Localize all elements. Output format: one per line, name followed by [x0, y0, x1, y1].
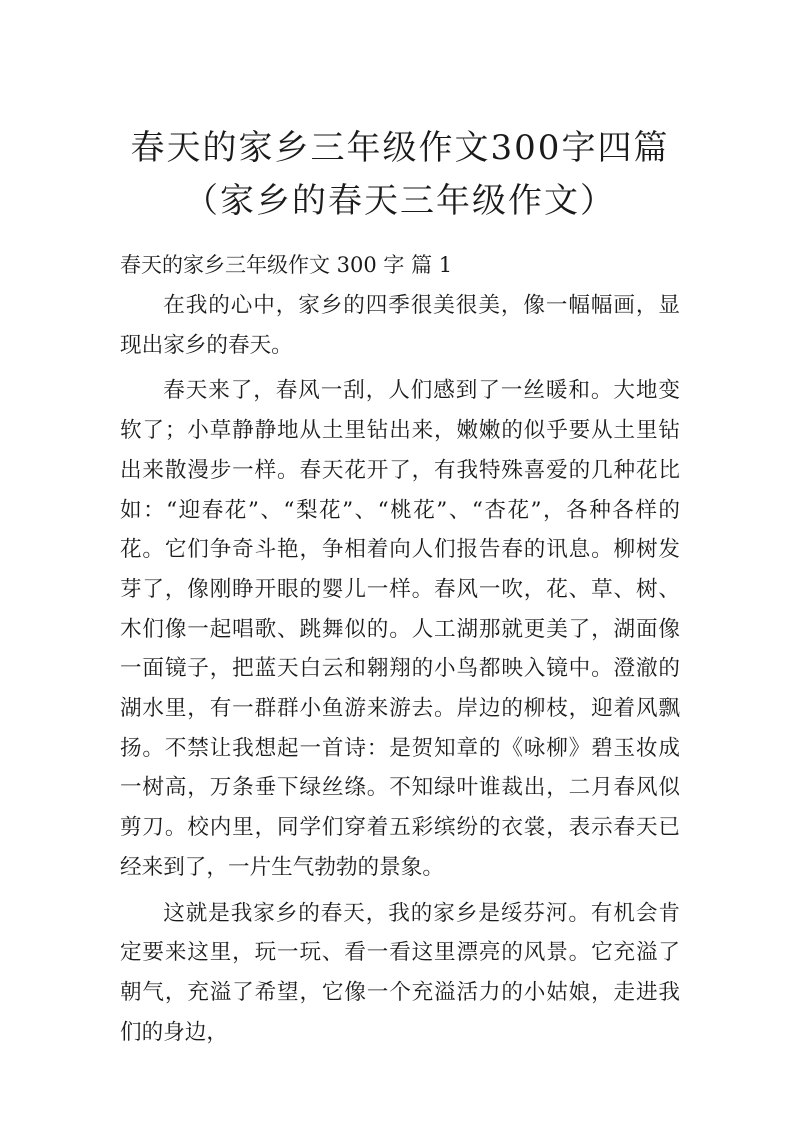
section-heading: 春天的家乡三年级作文 300 字 篇 1	[120, 253, 453, 277]
document-body	[120, 286, 680, 1058]
document-title: 春天的家乡三年级作文300字四篇（家乡的春天三年级作文）	[130, 128, 670, 221]
paragraph: 这就是我家乡的春天，我的家乡是绥芬河。有机会肯定要来这里，玩一玩、看一看这里漂亮的风景。它充溢了朝气，充溢了希望，它像一个充溢活力的小姑娘，走进我们的身边，	[120, 900, 680, 1045]
paragraph: 在我的心中，家乡的四季很美很美，像一幅幅画，显现出家乡的春天。	[120, 293, 680, 358]
paragraph: 春天来了，春风一刮，人们感到了一丝暖和。大地变软了；小草静静地从土里钻出来，嫩嫩的似乎要从土里钻出来散漫步一样。春天花开了，有我特殊喜爱的几种花比如：“迎春花”、“梨花”、“桃花”、“杏花”，各种各样的花。它们争奇斗艳，争相着向人们报告春的讯息。柳树发芽了，像刚睁开眼的婴儿一样。春风一吹，花、草、树、木们像一起唱歌、跳舞似的。人工湖那就更美了，湖面像一面镜子，把蓝天白云和翱翔的小鸟都映入镜中。澄澈的湖水里，有一群群小鱼游来游去。岸边的柳枝，迎着风飘扬。不禁让我想起一首诗：是贺知章的《咏柳》碧玉妆成一树高，万条垂下绿丝绦。不知绿叶谁裁出，二月春风似剪刀。校内里，同学们穿着五彩缤纷的衣裳，表示春天已经来到了，一片生气勃勃的景象。	[120, 378, 680, 880]
